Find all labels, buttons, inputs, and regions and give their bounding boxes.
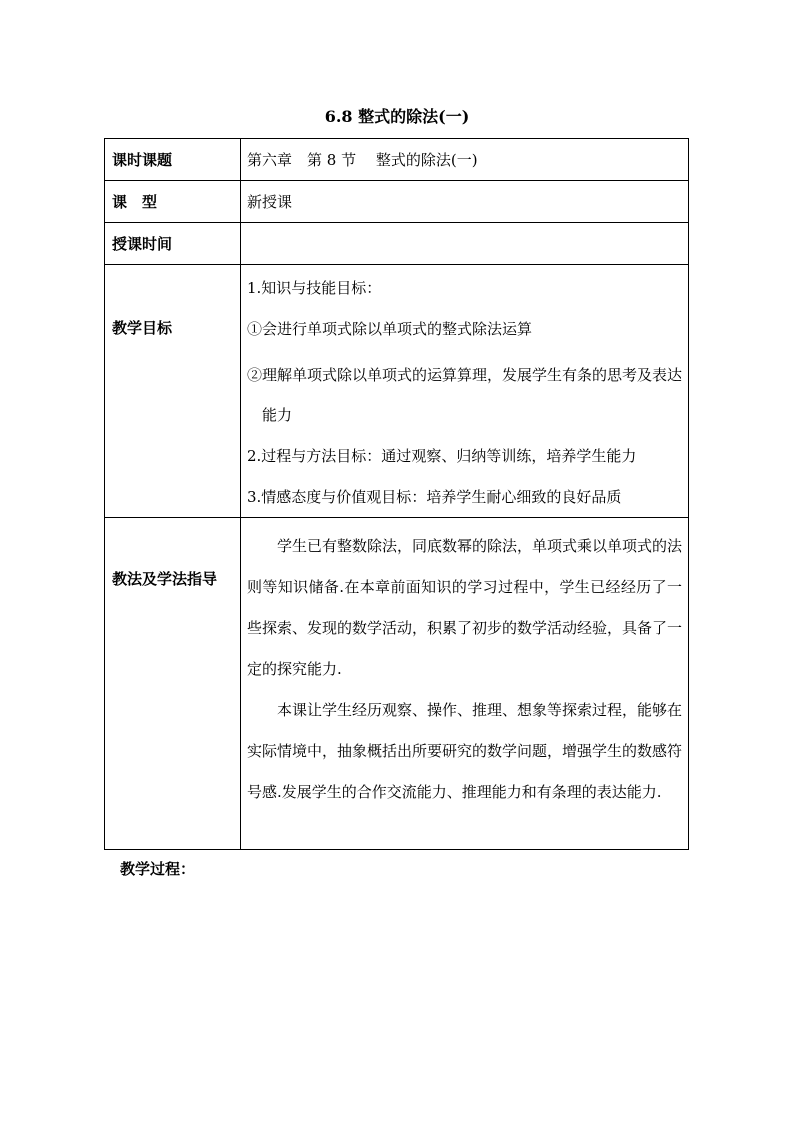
label-lesson-type-text: 课 型 bbox=[112, 193, 158, 211]
value-lesson-type: 新授课 bbox=[241, 181, 689, 223]
value-lesson-time bbox=[241, 223, 689, 265]
label-method-guide: 教法及学法指导 bbox=[105, 518, 241, 850]
label-lesson-topic: 课时课题 bbox=[105, 139, 241, 181]
document-title: 6.8 整式的除法(一) bbox=[324, 107, 470, 126]
guide-paragraph: 本课让学生经历观察、操作、推理、想象等探索过程，能够在实际情境中，抽象概括出所要研究的数学问题，增强学生的数感符号感.发展学生的合作交流能力、推理能力和有条理的表达能力. bbox=[247, 701, 683, 801]
row-method-guide bbox=[105, 518, 689, 850]
method-guide-content bbox=[241, 518, 689, 850]
goal-line: 2.过程与方法目标：通过观察、归纳等训练，培养学生能力 bbox=[247, 447, 637, 465]
row-lesson-type bbox=[105, 181, 689, 223]
value-lesson-topic: 第六章 第 8 节 整式的除法(一) bbox=[241, 139, 689, 181]
row-teaching-goals bbox=[105, 265, 689, 518]
lesson-plan-table bbox=[104, 138, 689, 850]
guide-paragraph: 学生已有整数除法，同底数幂的除法，单项式乘以单项式的法则等知识储备.在本章前面知识的学习过程中，学生已经经历了一些探索、发现的数学活动，积累了初步的数学活动经验，具备了一定的探究能力. bbox=[247, 537, 683, 678]
goal-line: 3.情感态度与价值观目标：培养学生耐心细致的良好品质 bbox=[247, 488, 622, 506]
label-teaching-goals: 教学目标 bbox=[105, 265, 241, 518]
teaching-goals-content bbox=[241, 265, 689, 518]
label-lesson-type bbox=[105, 181, 241, 223]
label-lesson-time: 授课时间 bbox=[105, 223, 241, 265]
goal-line: 1.知识与技能目标： bbox=[247, 279, 382, 297]
goal-line: ①会进行单项式除以单项式的整式除法运算 bbox=[247, 320, 533, 338]
goal-line: ②理解单项式除以单项式的运算算理，发展学生有条的思考及表达能力 bbox=[247, 366, 683, 424]
row-lesson-topic bbox=[105, 139, 689, 181]
process-heading: 教学过程： bbox=[120, 860, 196, 878]
row-lesson-time bbox=[105, 223, 689, 265]
